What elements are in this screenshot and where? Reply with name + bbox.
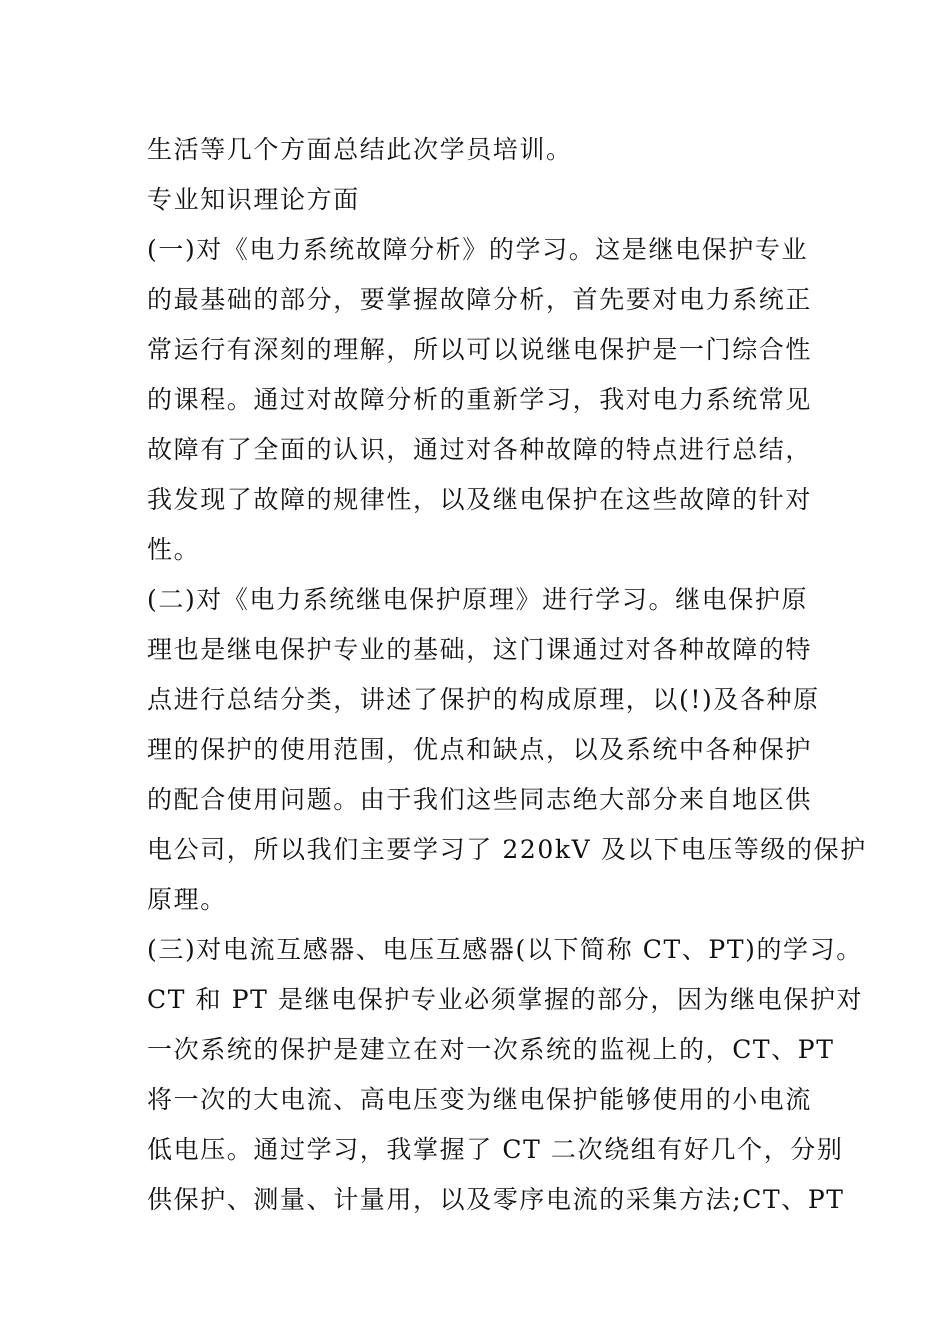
text-line-5: 常运行有深刻的理解，所以可以说继电保护是一门综合性 [147,335,813,364]
text-line-21: 低电压。通过学习，我掌握了 CT 二次绕组有好几个，分别 [147,1135,844,1164]
section-heading: 专业知识理论方面 [147,185,360,214]
text-line-9: 性。 [147,535,201,564]
text-line-1: 生活等几个方面总结此次学员培训。 [147,135,573,164]
text-line-17: (三)对电流互感器、电压互感器(以下简称 CT、PT)的学习。 [147,935,863,964]
text-line-14: 的配合使用问题。由于我们这些同志绝大部分来自地区供 [147,785,813,814]
text-line-6: 的课程。通过对故障分析的重新学习，我对电力系统常见 [147,385,813,414]
text-line-4: 的最基础的部分，要掌握故障分析，首先要对电力系统正 [147,285,813,314]
text-line-19: 一次系统的保护是建立在对一次系统的监视上的，CT、PT [147,1035,835,1064]
text-line-16: 原理。 [147,885,227,914]
text-line-12: 点进行总结分类，讲述了保护的构成原理，以(!)及各种原 [147,685,820,714]
text-line-15: 电公司，所以我们主要学习了 220kV 及以下电压等级的保护 [147,835,867,864]
text-line-7: 故障有了全面的认识，通过对各种故障的特点进行总结， [147,435,813,464]
text-line-22: 供保护、测量、计量用，以及零序电流的采集方法;CT、PT [147,1185,845,1214]
text-line-13: 理的保护的使用范围，优点和缺点，以及系统中各种保护 [147,735,813,764]
text-line-10: (二)对《电力系统继电保护原理》进行学习。继电保护原 [147,585,809,614]
text-line-20: 将一次的大电流、高电压变为继电保护能够使用的小电流 [147,1085,813,1114]
text-line-18: CT 和 PT 是继电保护专业必须掌握的部分，因为继电保护对 [147,985,864,1014]
text-line-11: 理也是继电保护专业的基础，这门课通过对各种故障的特 [147,635,813,664]
text-line-3: (一)对《电力系统故障分析》的学习。这是继电保护专业 [147,235,809,264]
text-line-8: 我发现了故障的规律性，以及继电保护在这些故障的针对 [147,485,813,514]
